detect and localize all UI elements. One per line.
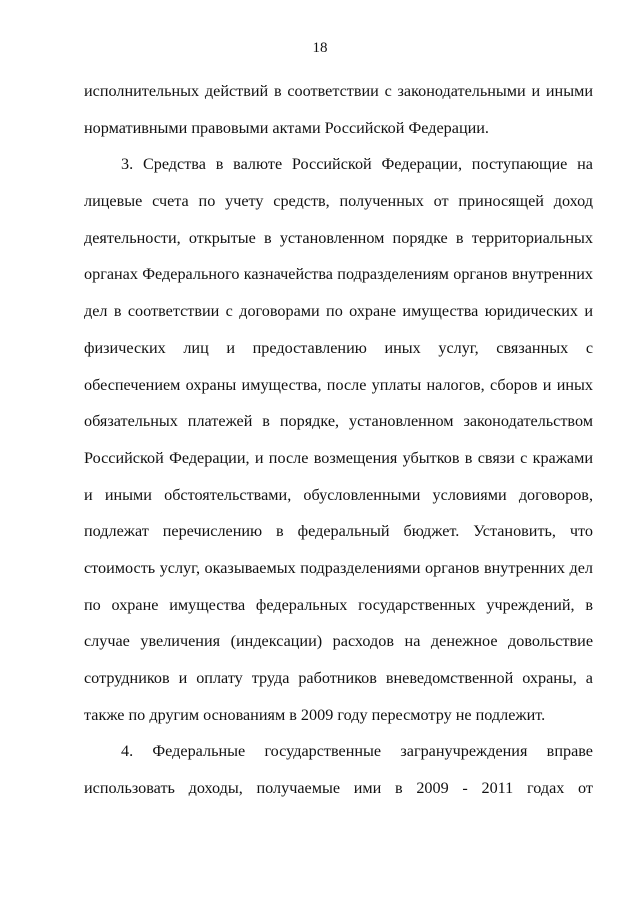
document-body: [84, 73, 593, 807]
text-line: деятельности, открытые в установленном порядке в территориальных: [84, 228, 593, 247]
text-line: органах Федерального казначейства подразделениям органов внутренних: [84, 265, 593, 284]
page-number: 18: [312, 40, 328, 56]
text-line: также по другим основаниям в 2009 году пересмотру не подлежит.: [84, 705, 546, 724]
text-line: и иными обстоятельствами, обусловленными условиями договоров,: [84, 485, 593, 504]
text-line: сотрудников и оплату труда работников вневедомственной охраны, а: [84, 669, 593, 687]
text-line: Российской Федерации, и после возмещения убытков в связи с кражами: [84, 448, 593, 467]
text-line: нормативными правовыми актами Российской Федерации.: [84, 118, 489, 137]
text-line: лицевые счета по учету средств, полученных от приносящей доход: [84, 192, 593, 211]
text-line: использовать доходы, получаемые ими в 2009 - 2011 годах от: [84, 779, 593, 798]
text-line: исполнительных действий в соответствии с законодательными и иными: [84, 82, 593, 100]
text-line: физических лиц и предоставлению иных услуг, связанных с: [84, 338, 593, 357]
text-line: стоимость услуг, оказываемых подразделениями органов внутренних дел: [84, 558, 593, 577]
text-line: 3. Средства в валюте Российской Федерации, поступающие на: [121, 155, 593, 174]
text-line: случае увеличения (индексации) расходов на денежное довольствие: [84, 632, 593, 651]
text-line: обязательных платежей в порядке, установленном законодательством: [84, 412, 593, 431]
text-line: дел в соответствии с договорами по охране имущества юридических и: [84, 302, 593, 321]
text-line: по охране имущества федеральных государственных учреждений, в: [84, 595, 593, 614]
text-line: обеспечением охраны имущества, после уплаты налогов, сборов и иных: [84, 375, 593, 394]
text-line: 4. Федеральные государственные загранучреждения вправе: [121, 742, 593, 761]
text-line: подлежат перечислению в федеральный бюджет. Установить, что: [84, 522, 593, 541]
